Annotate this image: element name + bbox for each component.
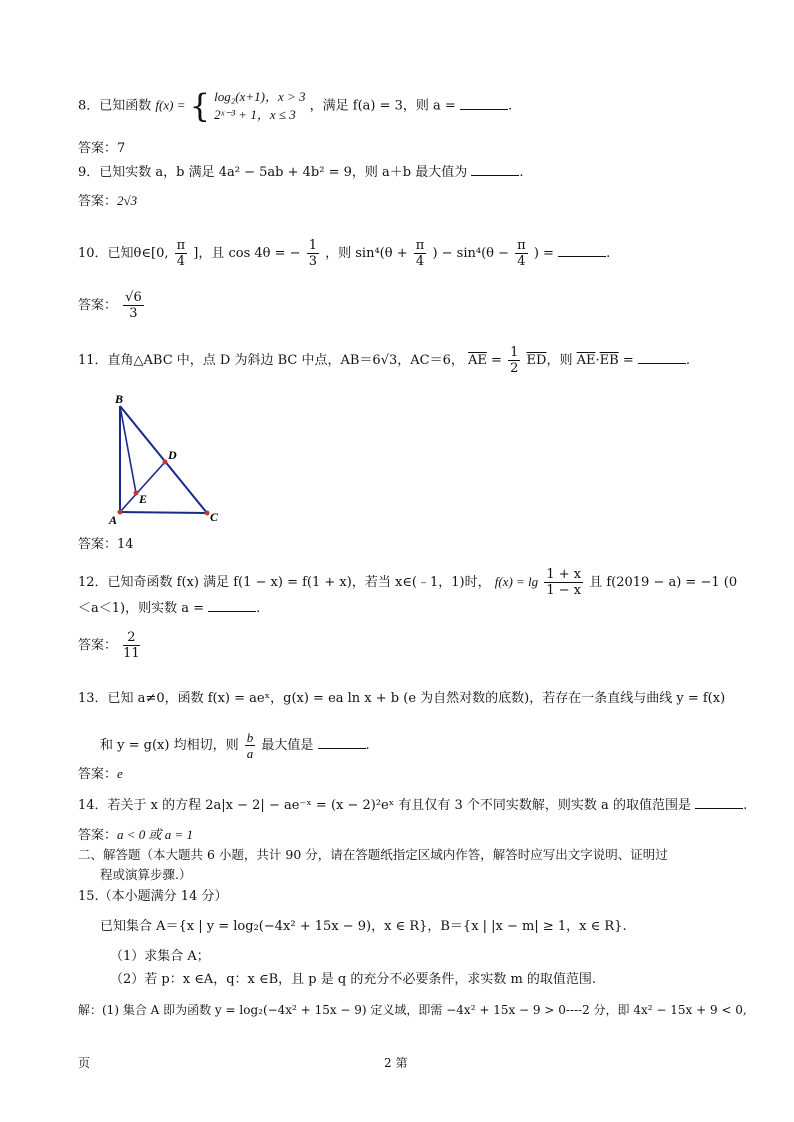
- answer-value: 7: [117, 141, 126, 156]
- q10-pi-over-4: $\frac{\pi}{4}$: [176, 238, 186, 269]
- q12-suffix: 且 f(2019 − a) = −1 (0: [589, 575, 738, 590]
- label-c: C: [210, 510, 219, 524]
- q12-line2: ＜a＜1)，则实数 a = .: [78, 601, 261, 616]
- q14-question: 14．若关于 x 的方程 2a|x − 2| − ae⁻ˣ = (x − 2)²eˣ 有且仅有 3 个不同实数解，则实数 a 的取值范围是 .: [78, 798, 748, 813]
- q11-vec-ed: $\overline{ED}$: [526, 353, 547, 368]
- q13-line2: 和 y = g(x) 均相切，则 $\frac{b}{a}$ 最大值是 .: [100, 730, 370, 761]
- label-e: E: [139, 492, 148, 506]
- triangle-figure: [104, 392, 234, 532]
- label-a: A: [109, 513, 118, 527]
- q14-text: 14．若关于 x 的方程 2a|x − 2| − ae⁻ˣ = (x − 2)²eˣ 有且仅有 3 个不同实数解，则实数 a 的取值范围是: [78, 798, 691, 813]
- q15-part2: [110, 971, 596, 989]
- answer-label: 答案：: [78, 537, 118, 552]
- point-d: [163, 460, 168, 465]
- q13-line1: 13．已知 a≠0，函数 f(x) = aeˣ，g(x) = ea ln x + b (e 为自然对数的底数)，若存在一条直线与曲线 y = f(x): [78, 691, 726, 706]
- q9-text: 9．已知实数 a，b 满足 4a² − 5ab + 4b² = 9，则 a＋b 最大值为: [78, 165, 468, 180]
- answer-value: $\frac{√6}{3}$: [125, 290, 142, 321]
- q15-solution-text: 解：(1) 集合 A 即为函数 y = log₂(−4x² + 15x − 9) 定义域，即需 −4x² + 15x − 9 > 0----2 分，即 4x² − 15x + 9 < 0,: [78, 1003, 747, 1017]
- q12-answer: [78, 630, 142, 661]
- section2-line1: 二、解答题（本大题共 6 小题，共计 90 分，请在答题纸指定区域内作答，解答时应写出文字说明、证明过: [78, 847, 668, 862]
- q11-answer: [78, 536, 134, 554]
- q13-line2-post: 最大值是: [261, 738, 314, 753]
- q12-line2-text: ＜a＜1)，则实数 a =: [78, 601, 205, 616]
- label-d: D: [168, 448, 177, 462]
- point-e: [134, 491, 139, 496]
- q14-blank: [695, 796, 743, 809]
- q12-fx: f(x) = lg: [494, 574, 539, 589]
- q11-vec-eb: $\overline{EB}$: [599, 353, 619, 368]
- q15-title: [78, 888, 227, 906]
- q13-blank: [318, 736, 366, 749]
- answer-value: 14: [117, 537, 134, 552]
- q10-pi-over-4b: $\frac{\pi}{4}$: [415, 238, 425, 269]
- answer-label: 答案：: [78, 828, 118, 843]
- q11-question: 11．直角△ABC 中，点 D 为斜边 BC 中点，AB＝6√3，AC＝6， $\overline{AE}$ = $\frac{1}{2}$ $\overline{ED}$，则 $\overline{AE}\cdot\overline{EB}$ = .: [78, 345, 690, 376]
- q8-answer: [78, 140, 125, 158]
- q11-eq: =: [491, 353, 502, 368]
- q13-question: [78, 690, 725, 708]
- q12-blank: [208, 599, 256, 612]
- q11-blank: [638, 351, 686, 364]
- q13-answer: [78, 765, 123, 784]
- q10-mid3: ) − sin⁴(θ −: [432, 246, 510, 261]
- q15-solution: [78, 1001, 747, 1019]
- q15-sets: [100, 918, 627, 936]
- q10-question: 10．已知θ∈[0, $\frac{\pi}{4}$ ]，且 cos 4θ = − $\frac{1}{3}$ ，则 sin⁴(θ + $\frac{\pi}{4}$ ) − sin⁴(θ − $\frac{\pi}{4}$ ) = .: [78, 238, 611, 269]
- footer-page-number: 2 第: [384, 1056, 408, 1070]
- q9-blank: [471, 163, 519, 176]
- q8-case2: 2ˣ⁻³ + 1，x ≤ 3: [214, 107, 296, 122]
- q13-b-over-a: $\frac{b}{a}$: [246, 730, 254, 761]
- answer-label: 答案：: [78, 638, 118, 653]
- q10-prefix: 10．已知θ∈[0,: [78, 246, 169, 261]
- q10-mid: ]，且 cos 4θ = −: [193, 246, 301, 261]
- q15-part2-text: （2）若 p：x ∈A，q：x ∈B，且 p 是 q 的充分不必要条件，求实数 m 的取值范围.: [110, 972, 597, 987]
- q10-mid2: ，则 sin⁴(θ +: [325, 246, 408, 261]
- side-ac: [120, 512, 207, 513]
- q15-part1: [110, 948, 210, 966]
- point-c: [205, 511, 210, 516]
- section2-heading: [78, 846, 668, 864]
- q11-prefix: 11．直角△ABC 中，点 D 为斜边 BC 中点，AB＝6√3，AC＝6，: [78, 353, 464, 368]
- answer-label: 答案：: [78, 298, 118, 313]
- q8-suffix: ，满足 f(a) = 3，则 a =: [309, 98, 456, 114]
- q11-dot: ·: [595, 353, 600, 368]
- q10-blank: [558, 244, 606, 257]
- q15-title-text: 15.（本小题满分 14 分）: [78, 889, 228, 904]
- q8-brace: {: [189, 87, 210, 125]
- q8-question: 8．已知函数 f(x) = { log₂(x+1)，x > 3 2ˣ⁻³ + 1，x ≤ 3 ，满足 f(a) = 3，则 a = .: [78, 87, 513, 125]
- q15-sets-text: 已知集合 A＝{x | y = log₂(−4x² + 15x − 9)，x ∈ R}，B＝{x | |x − m| ≥ 1，x ∈ R}.: [100, 919, 627, 934]
- answer-value: 2√3: [117, 193, 138, 208]
- footer-left: 页: [78, 1056, 91, 1070]
- q11-vec-ae: $\overline{AE}$: [468, 353, 487, 368]
- q13-line2-pre: 和 y = g(x) 均相切，则: [100, 738, 239, 753]
- q11-half: $\frac{1}{2}$: [510, 345, 519, 376]
- q8-blank: [460, 97, 508, 110]
- q10-answer: [78, 290, 146, 321]
- answer-value: e: [117, 766, 123, 781]
- q11-mid: ，则: [546, 353, 573, 368]
- segment-be: [120, 406, 136, 493]
- q12-question: [78, 567, 737, 598]
- q10-end: ) =: [533, 246, 554, 261]
- answer-label: 答案：: [78, 141, 118, 156]
- label-b: B: [115, 392, 124, 406]
- answer-value: a < 0 或 a = 1: [117, 827, 194, 842]
- q8-fx: f(x) =: [155, 97, 186, 113]
- q10-pi-over-4c: $\frac{\pi}{4}$: [517, 238, 526, 269]
- answer-label: 答案：: [78, 767, 118, 782]
- q8-case1: log₂(x+1)，x > 3: [214, 89, 306, 104]
- section2-line2-text: 程或演算步骤.）: [100, 867, 192, 882]
- q8-cases: [214, 88, 305, 124]
- section2-line2: [100, 866, 191, 884]
- q12-frac: $\frac{1 + x}{1 - x}$: [546, 567, 582, 598]
- q9-answer: [78, 192, 137, 211]
- point-a: [118, 510, 123, 515]
- q14-answer: [78, 826, 193, 845]
- q15-part1-text: （1）求集合 A；: [110, 949, 210, 964]
- q10-one-third: $\frac{1}{3}$: [308, 238, 317, 269]
- q12-prefix: 12．已知奇函数 f(x) 满足 f(1 − x) = f(1 + x)，若当 x∈(﹣1，1)时，: [78, 575, 491, 590]
- q11-vec-ae2: $\overline{AE}$: [576, 353, 596, 368]
- answer-label: 答案：: [78, 194, 118, 209]
- q8-prefix: 8．已知函数: [78, 98, 152, 114]
- q11-end: =: [622, 353, 634, 368]
- answer-value: $\frac{2}{11}$: [123, 630, 140, 661]
- q9-question: 9．已知实数 a，b 满足 4a² − 5ab + 4b² = 9，则 a＋b 最大值为 .: [78, 165, 524, 180]
